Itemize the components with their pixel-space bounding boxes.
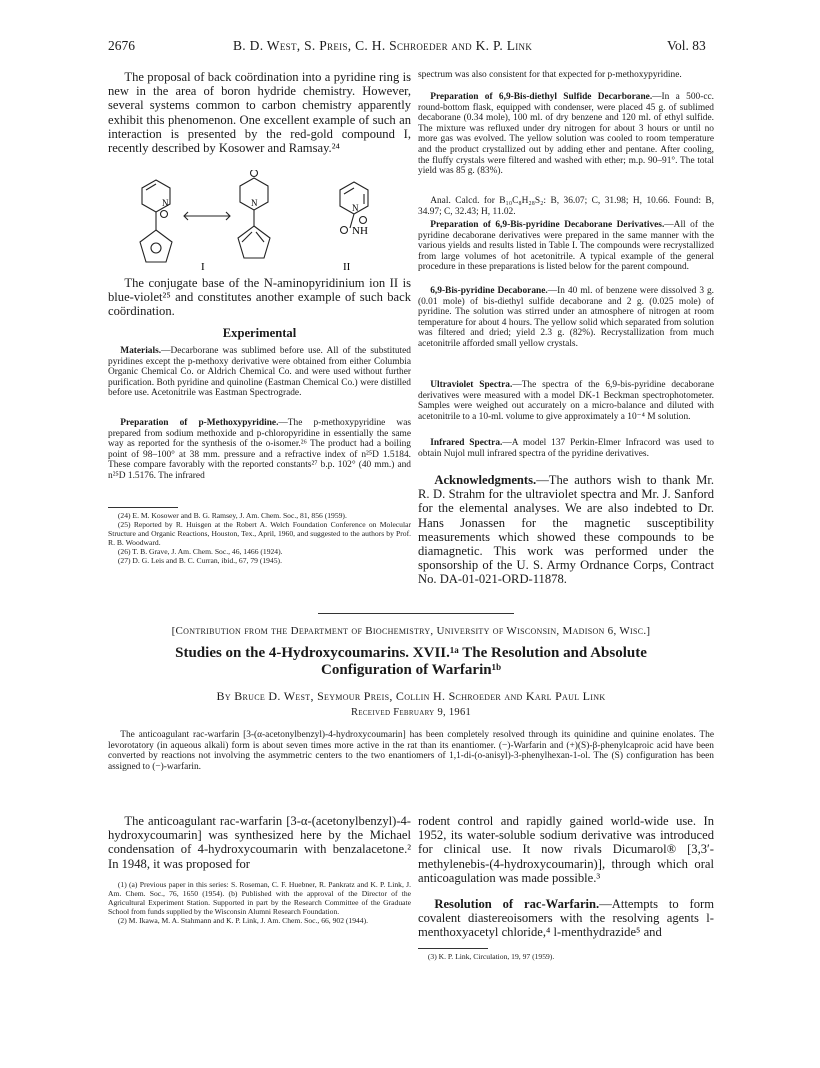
acknowledgments-paragraph [418, 473, 714, 587]
page-number: 2676 [108, 38, 135, 53]
spectrum-text: spectrum was also consistent for that expected for p-methoxypyridine. [418, 70, 682, 80]
materials-text: —Decarborane was sublimed before use. All of the substituted pyridines except the p-methoxy derivative were obtained from either Columbia Organic Chemical Co. or Aldrich Chemical Co. and were used without further purification. Both pyridine and quinoline (Eastman Chemical Co.) were distilled before use. Acetonitrile was Eastman Spectrograde. [108, 346, 411, 399]
prep-pyridine-text: —All of the pyridine decaborane derivatives were prepared in the same manner with the various yields and results listed in Table I. The compounds were recrystallized from large volumes of hot acetonitrile. A typical example of the general procedure in these preparations is listed below for the parent compound. [418, 220, 714, 273]
experimental-heading: Experimental [222, 326, 297, 340]
nh-label: NH [352, 225, 368, 237]
abstract: The anticoagulant rac-warfarin [3-(α-acetonylbenzyl)-4-hydroxycoumarin] has been completely resolved through its quinidine and quinine enolates. The levorotatory (in aqueous alkali) form is about seven times more active in the rat than its enantiomer. (−)-Warfarin and (+)(S)-β-phenylcaproic acid have been converted by reactions not involving the asymmetric centers to the two enantiomers of 1,1-di-(o-anisyl)-3-phenylhexan-1-ol. The (S) configuration has been assigned to (−)-warfarin. [108, 730, 714, 772]
prep-pyridine-paragraph [418, 220, 714, 273]
intro-paragraph: The proposal of back coördination into a pyridine ring is new in the area of boron hydride chemistry. However, several systems common to carbon chemistry apparently exhibit this phenomenon. One excellent example of such an interaction is presented by the red-gold compound I, recently described by Kosower and Ramsay.²⁴ [108, 70, 411, 156]
article-title [108, 645, 714, 679]
running-head-authors: B. D. West, S. Preis, C. H. Schroeder and K. P. Link [233, 38, 533, 53]
figure-label-i: I [201, 261, 205, 273]
footnote-1: (1) (a) Previous paper in this series: S. Roseman, C. F. Huebner, R. Pankratz and K. P. Link, J. Am. Chem. Soc., 76, 1650 (1954). (b) Published with the approval of the Director of the Agricultural Experiment Station. Supported in part by the Research Committee of the Graduate School from funds supplied by the Wisconsin Alumni Research Foundation. [108, 880, 411, 917]
resolution-paragraph [418, 897, 714, 940]
top-left-footnotes [108, 511, 411, 566]
body-left-footnotes [108, 880, 411, 925]
bis-pyridine-text: —In 40 ml. of benzene were dissolved 3 g. (0.01 mole) of bis-diethyl sulfide decaborane and 2 g. (0.025 mole) of pyridine. The solution was stirred under an atmosphere of nitrogen at room temperature for about 4 hours. The yellow solid which separated from solution was filtered and dried; yield 2.3 g. (82%). Recrystallization from much acetonitrile afforded small yellow crystals. [418, 286, 714, 349]
prep-pyridine-head: Preparation of 6,9-Bis-pyridine Decaborane Derivatives. [430, 220, 665, 230]
figure-label-ii: II [343, 261, 351, 273]
footnote-rule [108, 507, 178, 508]
resolution-text: —Attempts to form covalent diastereoisomers with the resolving agents l-menthoxyacetyl chloride,⁴ l-menthydrazide⁵ and [418, 897, 715, 940]
uv-head: Ultraviolet Spectra. [430, 380, 513, 390]
byline: By Bruce D. West, Seymour Preis, Collin H. Schroeder and Karl Paul Link [216, 689, 606, 703]
prep-methoxy-paragraph [108, 418, 411, 482]
chemical-structure-figure [118, 170, 408, 274]
ir-paragraph [418, 438, 714, 459]
prep-methoxy-head: Preparation of p-Methoxypyridine. [120, 418, 279, 428]
article-separator [318, 613, 514, 614]
svg-text:N: N [352, 203, 359, 213]
footnote-26: (26) T. B. Grave, J. Am. Chem. Soc., 46, 1466 (1924). [117, 547, 283, 557]
bis-pyridine-head: 6,9-Bis-pyridine Decaborane. [430, 286, 548, 296]
conjugate-base-paragraph: The conjugate base of the N-aminopyridinium ion II is blue-violet²⁵ and constitutes another example of such back coördination. [108, 276, 411, 319]
materials-paragraph [108, 346, 411, 399]
footnote-24: (24) E. M. Kosower and B. G. Ramsey, J. Am. Chem. Soc., 81, 856 (1959). [117, 511, 347, 520]
running-head-volume: Vol. 83 [667, 38, 706, 53]
bis-pyridine-paragraph [418, 286, 714, 350]
svg-text:N: N [162, 198, 169, 208]
article-title-line1: Studies on the 4-Hydroxycoumarins. XVII.¹ᵃ The Resolution and Absolute [175, 645, 647, 661]
svg-text:N: N [251, 198, 258, 208]
uv-text: —The spectra of the 6,9-bis-pyridine decaborane derivatives were measured with a model DK-1 Beckman spectrophotometer. Samples were weighed out accurately on a micro-balance and diluted with acetonitrile to a 10-ml. volume to give approximately a 10⁻⁴ M solution. [418, 380, 714, 422]
ir-head: Infrared Spectra. [430, 438, 503, 448]
materials-head: Materials. [120, 346, 162, 356]
uv-paragraph [418, 380, 714, 422]
footnote-rule-right [418, 948, 488, 949]
body-left-paragraph: The anticoagulant rac-warfarin [3-α-(acetonylbenzyl)-4-hydroxycoumarin] was synthesized here by the Michael condensation of 4-hydroxycoumarin with benzalacetone.² In 1948, it was proposed for [108, 814, 411, 871]
prep-sulfide-paragraph [418, 92, 714, 177]
prep-sulfide-head: Preparation of 6,9-Bis-diethyl Sulfide Decarborane. [430, 92, 653, 102]
prep-sulfide-text: —In a 500-cc. round-bottom flask, equipped with condenser, were placed 45 g. of sublimed decaborane (0.34 mole), 100 ml. of dry benzene and 120 ml. of ethyl sulfide. The mixture was refluxed under dry nitrogen for about 3 hours or until no more gas was evolved. The yellow solution was cooled to room temperature and the product crystallized out by adding ether and pentane. After cooling, the fluffy crystals were filtered and washed with ether; m.p. 90–91°. The total yield was 85 g. (83%). [418, 92, 714, 177]
ir-text: —A model 137 Perkin-Elmer Infracord was used to obtain Nujol mull infrared spectra of the pyridine derivatives. [418, 438, 714, 459]
body-right-paragraph: rodent control and rapidly gained world-wide use. In 1952, its water-soluble sodium derivative was introduced for clinical use. It now rivals Dicumarol® [3,3′-methylenebis-(4-hydroxycoumarin)], through which oral anticoagulation was made possible.³ [418, 814, 714, 885]
footnote-27: (27) D. G. Leis and B. C. Curran, ibid., 67, 79 (1945). [117, 556, 282, 566]
footnote-25: (25) Reported by R. Huisgen at the Robert A. Welch Foundation Conference on Molecular Structure and Organic Reactions, Houston, Tex., April, 1960, and suggested to the authors by Prof. R. B. Woodward. [108, 520, 411, 548]
contribution-line: [Contribution from the Department of Biochemistry, University of Wisconsin, Madison 6, Wisc.] [171, 625, 651, 637]
ack-text: —The authors wish to thank Mr. R. D. Strahm for the ultraviolet spectra and Mr. J. Sanford for the elemental analyses. We are also indebted to Dr. Hans Jonassen for the magnetic susceptibility measurements which showed these compounds to be diamagnetic. This work was performed under the sponsorship of the U. S. Army Ordnance Corps, Contract No. DA-01-021-ORD-11878. [418, 473, 714, 587]
footnote-3: (3) K. P. Link, Circulation, 19, 97 (1959). [427, 952, 555, 961]
ack-head: Acknowledgments. [434, 473, 537, 487]
article-title-line2: Configuration of Warfarin¹ᵇ [321, 662, 501, 678]
anal-paragraph: Anal. Calcd. for B₁₀C₈H₂₈S₂: B, 36.07; C, 31.98; H, 10.66. Found: B, 34.97; C, 32.43; H, 11.02. [418, 196, 714, 217]
prep-methoxy-text: —The p-methoxypyridine was prepared from sodium methoxide and p-chloropyridine in essentially the same way as reported for the synthesis of the o-isomer.²⁶ The product had a boiling point of 98–100° at 38 mm. pressure and a refractive index of n²⁵D 1.5184. These compare favorably with the reported constants²⁷ b.p. 102° (40 mm.) and n²⁵D 1.5176. The infrared [108, 418, 411, 481]
received-date: Received February 9, 1961 [350, 707, 472, 718]
footnote-2: (2) M. Ikawa, M. A. Stahmann and K. P. Link, J. Am. Chem. Soc., 66, 902 (1944). [117, 916, 369, 926]
resolution-head: Resolution of rac-Warfarin. [434, 897, 600, 911]
